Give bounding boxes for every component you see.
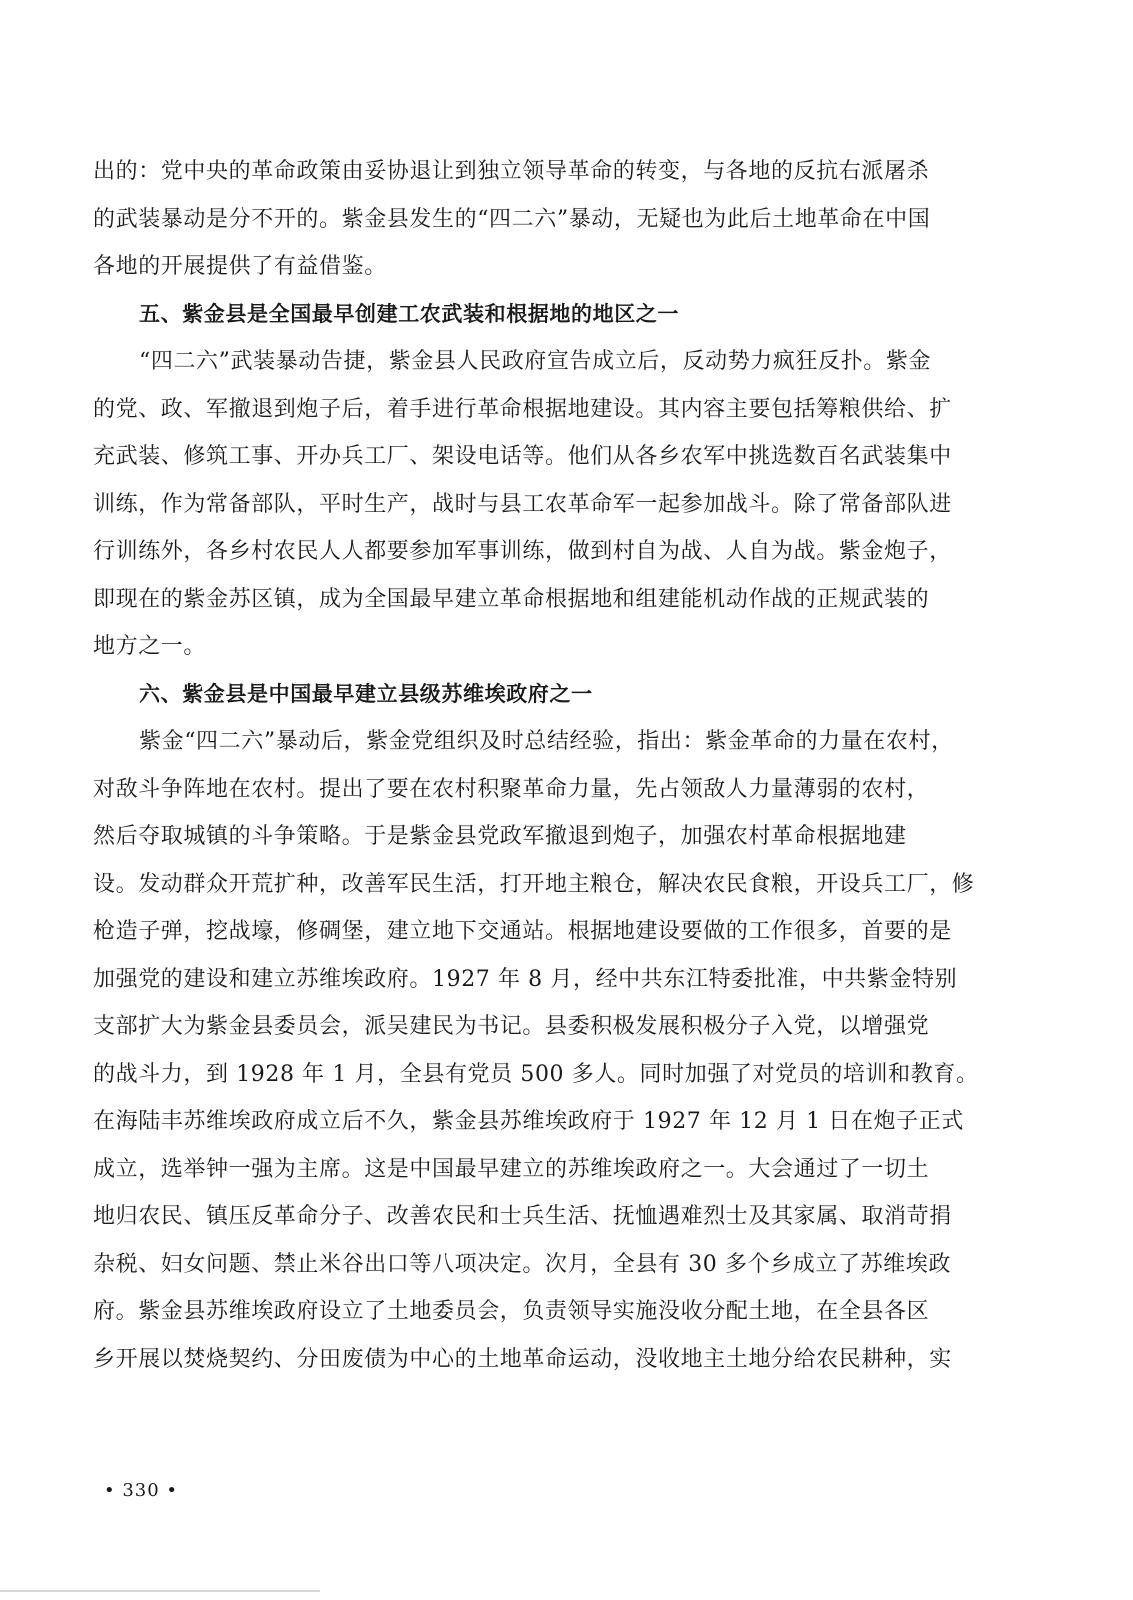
text-line: 出的：党中央的革命政策由妥协退让到独立领导革命的转变，与各地的反抗右派屠杀 [93,159,930,184]
text-line: 枪造子弹，挖战壕，修碉堡，建立地下交通站。根据地建设要做的工作很多，首要的是 [93,919,952,944]
text-line: 杂税、妇女问题、禁止米谷出口等八项决定。次月，全县有 30 多个乡成立了苏维埃政 [93,1251,951,1277]
text-line: 府。紫金县苏维埃政府设立了土地委员会，负责领导实施没收分配土地，在全县各区 [93,1299,930,1324]
text-line: 各地的开展提供了有益借鉴。 [93,254,387,279]
text-line: 充武装、修筑工事、开办兵工厂、架设电话等。他们从各乡农军中挑选数百名武装集中 [93,444,952,469]
text-line: 地归农民、镇压反革命分子、改善农民和士兵生活、抚恤遇难烈士及其家属、取消苛捐 [93,1204,952,1229]
section-heading-6: 六、紫金县是中国最早建立县级苏维埃政府之一 [139,681,593,706]
text-line: 然后夺取城镇的斗争策略。于是紫金县党政军撤退到炮子，加强农村革命根据地建 [93,824,907,849]
text-line: 成立，选举钟一强为主席。这是中国最早建立的苏维埃政府之一。大会通过了一切土 [93,1156,930,1182]
text-line: 的武装暴动是分不开的。紫金县发生的“四二六”暴动，无疑也为此后土地革命在中国 [93,206,931,232]
text-line: 训练，作为常备部队，平时生产，战时与县工农革命军一起参加战斗。除了常备部队进 [93,491,952,517]
text-line: 设。发动群众开荒扩种，改善军民生活，打开地主粮仓，解决农民食粮，开设兵工厂，修 [93,871,975,897]
page-number: • 330 • [104,1480,179,1501]
text-line: 的党、政、军撤退到炮子后，着手进行革命根据地建设。其内容主要包括筹粮供给、扩 [93,396,952,422]
text-line: 对敌斗争阵地在农村。提出了要在农村积聚革命力量，先占领敌人力量薄弱的农村， [93,776,930,802]
text-line: 在海陆丰苏维埃政府成立后不久，紫金县苏维埃政府于 1927 年 12 月 1 日在炮子正式 [93,1109,964,1134]
section-heading-5: 五、紫金县是全国最早创建工农武装和根据地的地区之一 [139,301,679,326]
text-line: 加强党的建设和建立苏维埃政府。1927 年 8 月，经中共东江特委批准，中共紫金特别 [93,966,958,992]
text-line: 即现在的紫金苏区镇，成为全国最早建立革命根据地和组建能机动作战的正规武装的 [93,586,930,612]
text-line: 支部扩大为紫金县委员会，派吴建民为书记。县委积极发展积极分子入党，以增强党 [93,1014,930,1039]
text-line: 的战斗力，到 1928 年 1 月，全县有党员 500 多人。同时加强了对党员的培训和教育。 [93,1061,979,1087]
paragraph-first-line: 紫金“四二六”暴动后，紫金党组织及时总结经验，指出：紫金革命的力量在农村， [139,729,954,754]
text-line: 乡开展以焚烧契约、分田废债为中心的土地革命运动，没收地主土地分给农民耕种，实 [93,1346,952,1372]
paragraph-first-line: “四二六”武装暴动告捷，紫金县人民政府宣告成立后，反动势力疯狂反扑。紫金 [139,349,932,374]
text-line: 地方之一。 [93,634,207,659]
page-body [93,148,1033,1383]
text-line: 行训练外，各乡村农民人人都要参加军事训练，做到村自为战、人自为战。紫金炮子， [93,539,952,564]
scan-edge-divider [0,1590,320,1592]
